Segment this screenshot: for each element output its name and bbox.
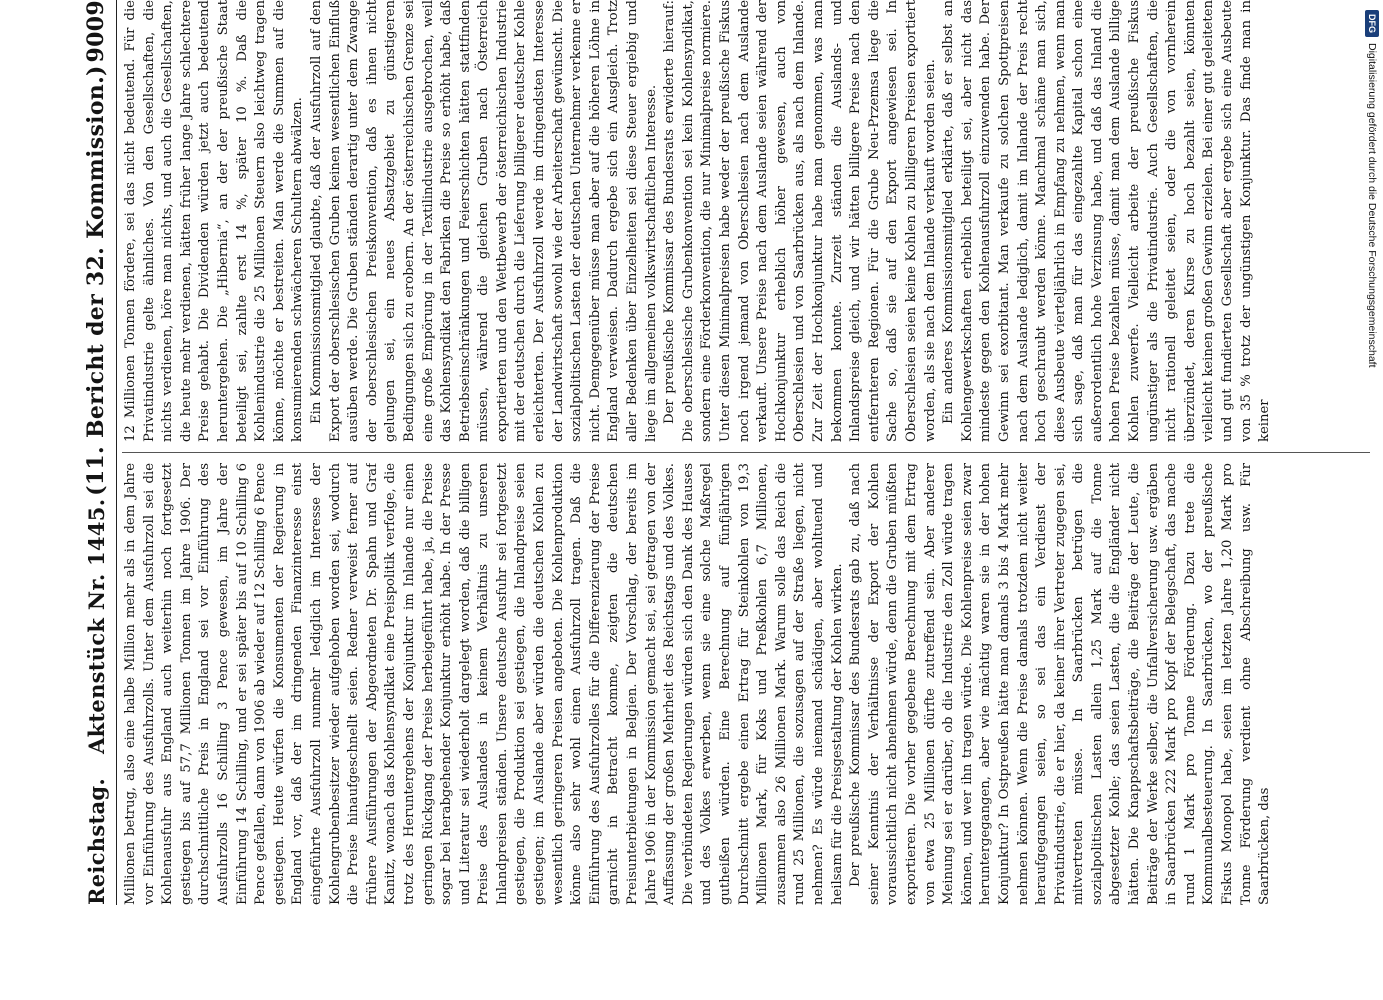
header-left [84, 499, 109, 905]
column-divider [122, 452, 1370, 453]
page-body [70, 0, 1370, 1000]
header-document-number: Aktenstück Nr. 1445. [83, 498, 109, 755]
header-reichstag: Reichstag. [83, 778, 109, 905]
page-number: 9009 [83, 0, 109, 63]
paragraph: Der preußische Kommissar des Bundesrats gab zu, daß nach seiner Kenntnis der Verhältnisse der Export der Kohlen voraussichtlich nicht abnehmen würde, denn die Gruben müßten exportieren. Die vorher gegebene Berechnung mit dem Ertrag von etwa 25 Millionen dürfte zutreffend sein. Aber anderer Meinung sei er darüber, ob die Industrie den Zoll würde tragen können, und wer ihn tragen würde. Die Kohlenpreise seien zwar heruntergegangen, aber wie mächtig waren sie in der hohen Konjunktur? In Ostpreußen hätte man damals 3 bis 4 Mark mehr nehmen können. Wenn die Preise damals trotzdem nicht weiter heraufgegangen seien, so sei das ein Verdienst der Privatindustrie, die er hier, da keiner ihrer Vertreter zugegen sei, mitvertreten müsse. In Saarbrücken betrügen die sozialpolitischen Lasten allein 1,25 Mark auf die Tonne abgesetzter Kohle; das seien Lasten, die die Engländer nicht hätten. Die Knappschaftsbeiträge, die Beiträge der Leute, die Beiträge der Werke selber, die Unfallversicherung usw. ergäben in Saarbrücken 222 Mark pro Kopf der Belegschaft, das mache rund 1 Mark pro Tonne Förderung. Dazu trete die Kommunalbesteuerung. In Saarbrücken, wo der preußische Fiskus Monopol habe, seien im letzten Jahre 1,20 Mark pro Tonne Förderung verdient ohne Abschreibung usw. Für Saarbrücken, das [848, 463, 1273, 905]
header-report-title: (11. Bericht der 32. Kommission.) [83, 65, 109, 496]
column-right [122, 0, 1370, 442]
column-left [122, 463, 1370, 905]
running-header [78, 0, 114, 905]
digitization-credit-text: Digitalisierung gefördert durch die Deutsche Forschungsgemeinschaft [1366, 43, 1378, 368]
text-columns [122, 0, 1370, 905]
digitization-credit [1365, 10, 1379, 368]
paragraph: Ein anderes Kommissionsmitglied erklärte, daß er selbst an Kohlengewerkschaften erheblich beteiligt sei, aber nicht das mindeste gegen den Kohlenausfuhrzoll einzuwenden habe. Der Gewinn sei exorbitant. Man verkaufe zu solchen Spottpreisen nach dem Auslande lediglich, damit im Inlande der Preis recht hoch geschraubt werden könne. Manchmal schäme man sich, diese Ausbeute vierteljährlich in Empfang zu nehmen, wenn man sich sage, daß man für das eingezahlte Kapital schon eine außerordentlich hohe Verzinsung habe, und daß das Inland die hohen Preise bezahlen müsse, damit man dem Auslande billige Kohlen zuwerfe. Vielleicht arbeite der preußische Fiskus ungünstiger als die Privatindustrie. Auch Gesellschaften, die nicht rationell geleitet seien, oder die von vornherein überzündet, deren Kurse zu hoch bezahlt seien, könnten vielleicht keinen großen Gewinn erzielen. Bei einer gut geleiteten und gut fundierten Gesellschaft aber ergebe sich eine Ausbeute von 35 % trotz der ungünstigen Konjunktur. Das finde man in keiner [941, 0, 1273, 442]
paragraph: Millionen betrug, also eine halbe Million mehr als in dem Jahre vor Einführung des Ausfuhrzolls. Unter dem Ausfuhrzoll sei die Kohlenausfuhr aus England auch weiterhin noch fortgesetzt gestiegen bis auf 57,7 Millionen Tonnen im Jahre 1906. Der durchschnittliche Preis in England sei vor Einführung des Ausfuhrzolls 16 Schilling 3 Pence gewesen, im Jahre der Einführung 14 Schilling, und er sei später bis auf 10 Schilling 6 Pence gefallen, dann von 1906 ab wieder auf 12 Schilling 6 Pence gestiegen. Heute würfen die Konsumenten der Regierung in England vor, daß der im dringenden Finanzinteresse einst eingeführte Ausfuhrzoll nunmehr lediglich im Interesse der Kohlengrubenbesitzer wieder aufgehoben worden sei, wodurch die Preise hinaufgeschnellt seien. Redner verweist ferner auf frühere Ausführungen der Abgeordneten Dr. Spahn und Graf Kanitz, wonach das Kohlensyndikat eine Preispolitik verfolge, die trotz des Heruntergehens der Konjunktur im Inlande nur einen geringen Rückgang der Preise herbeigeführt habe, ja, die Preise sogar bei herabgehender Konjunktur erhöht habe. In der Presse und Literatur sei wiederholt dargelegt worden, daß die billigen Preise des Auslandes in keinem Verhältnis zu unseren Inlandpreisen ständen. Unsere deutsche Ausfuhr sei fortgesetzt gestiegen, die Produktion sei gestiegen, die Inlandpreise seien gestiegen; im Auslande aber würden die deutschen Kohlen zu wesentlich geringeren Preisen angeboten. Die Kohlenproduktion könne also sehr wohl einen Ausfuhrzoll tragen. Daß die Einführung des Ausfuhrzolles für die Differenzierung der Preise garnicht in Betracht komme, zeigten die deutschen Preisunterbietungen in Belgien. Der Vorschlag, der bereits im Jahre 1906 in der Kommission gemacht sei, sei getragen von der Auffassung der großen Mehrheit des Reichstags und des Volkes. Die verbündeten Regierungen würden sich den Dank des Hauses und des Volkes erwerben, wenn sie eine solche Maßregel gutheißen würden. Eine Berechnung auf fünfjährigen Durchschnitt ergebe einen Ertrag für Steinkohlen von 19,3 Millionen Mark, für Koks und Preßkohlen 6,7 Millionen, zusammen also 26 Millionen Mark. Warum solle das Reich die rund 25 Millionen, die sozusagen auf der Straße liegen, nicht nehmen? Es würde niemand schädigen, aber wohltuend und heilsam für die Preisgestaltung der Kohlen wirken. [123, 463, 845, 905]
paragraph: 12 Millionen Tonnen fördere, sei das nicht bedeutend. Für die Privatindustrie gelte ähnliches. Von den Gesellschaften, die nichts verdienen, höre man nichts, und auch die Gesellschaften, die heute mehr verdienen, hätten früher lange Jahre schlechtere Preise gehabt. Die Dividenden würden jetzt auch bedeutend heruntergehen. Die „Hibernia“, an der der preußische Staat beteiligt sei, zahlte erst 14 %, später 10 %. Daß die Kohlenindustrie die 25 Millionen Steuern also leichtweg tragen könne, möchte er bestreiten. Man werde die Summen auf die konsumierenden schwächeren Schultern abwälzen. [123, 0, 306, 442]
header-rule [116, 0, 117, 905]
paragraph: Ein Kommissionsmitglied glaubte, daß der Ausfuhrzoll auf den Export der oberschlesischen Gruben keinen wesentlichen Einfluß ausüben werde. Die Gruben ständen derartig unter dem Zwange der oberschlesischen Preiskonvention, daß es ihnen nicht gelungen sei, ein neues Absatzgebiet zu günstigeren Bedingungen sich zu erobern. An der österreichischen Grenze sei eine große Empörung in der Textilindustrie ausgebrochen, weil das Kohlensyndikat den Fabriken die Preise so erhöht habe, daß Betriebseinschränkungen und Feierschichten hätten stattfinden müssen, während die gleichen Gruben nach Österreich exportierten und den Wettbewerb der österreichischen Industrie mit der deutschen durch die Lieferung billigerer deutscher Kohle erleichterten. Der Ausfuhrzoll werde im dringendsten Interesse der Landwirtschaft sowohl wie der Arbeiterschaft gewünscht. Die sozialpolitischen Lasten der deutschen Unternehmer verkenne er nicht. Demgegenüber müsse man aber auf die höheren Löhne in England verweisen. Dadurch ergebe sich ein Ausgleich. Trotz aller Bedenken über Einzelheiten sei diese Steuer ergiebig und liege im allgemeinen volkswirtschaftlichen Interesse. [308, 0, 659, 442]
paragraph: Der preußische Kommissar des Bundesrats erwiderte hierauf: Die oberschlesische Grubenkonvention sei kein Kohlensyndikat, sondern eine Förderkonvention, die nur Minimalpreise normiere. Unter diesen Minimalpreisen habe weder der preußische Fiskus noch irgend jemand von Oberschlesien nach dem Auslande verkauft. Unsere Preise nach dem Auslande seien während der Hochkonjunktur erheblich höher gewesen, auch von Oberschlesien und von Saarbrücken aus, als nach dem Inlande. Zur Zeit der Hochkonjunktur habe man genommen, was man bekommen konnte. Zurzeit ständen die Auslands- und Inlandspreise gleich, und wir hätten billigere Preise nach den entfernteren Regionen. Für die Grube Neu-Przemsa liege die Sache so, daß sie auf den Export angewiesen sei. In Oberschlesien seien keine Kohlen zu billigeren Preisen exportiert worden, als sie nach dem Inlande verkauft worden seien. [662, 0, 938, 442]
dfg-logo: DFG [1365, 10, 1379, 37]
